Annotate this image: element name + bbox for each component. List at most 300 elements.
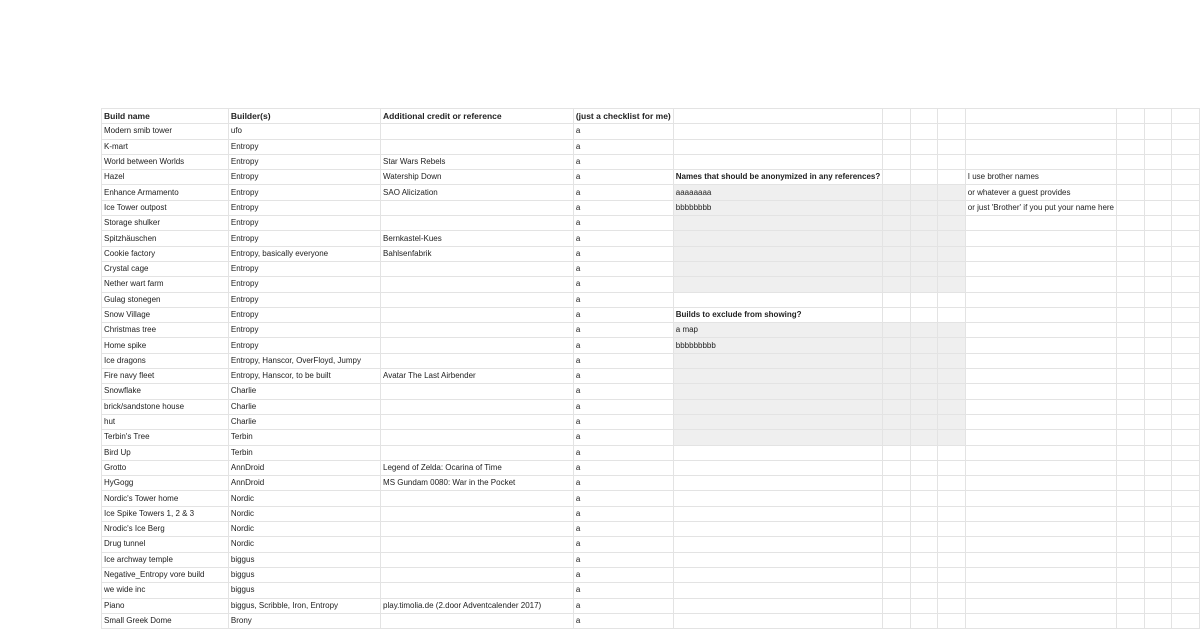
table-cell[interactable]: a xyxy=(573,414,673,429)
table-cell[interactable] xyxy=(883,323,911,338)
table-cell[interactable] xyxy=(673,460,883,475)
table-cell[interactable] xyxy=(1117,323,1145,338)
table-cell[interactable] xyxy=(1172,261,1200,276)
table-cell[interactable]: Terbin xyxy=(228,445,380,460)
table-cell[interactable]: SAO Alicization xyxy=(381,185,574,200)
table-cell[interactable] xyxy=(381,307,574,322)
table-cell[interactable]: a xyxy=(573,460,673,475)
table-cell[interactable] xyxy=(381,506,574,521)
table-cell[interactable] xyxy=(938,353,966,368)
table-cell[interactable]: Entropy xyxy=(228,292,380,307)
table-cell[interactable]: a xyxy=(573,323,673,338)
table-cell[interactable] xyxy=(1172,522,1200,537)
table-cell[interactable] xyxy=(965,445,1116,460)
table-cell[interactable] xyxy=(883,139,911,154)
table-cell[interactable] xyxy=(1144,124,1172,139)
table-cell[interactable] xyxy=(1117,277,1145,292)
table-cell[interactable] xyxy=(965,476,1116,491)
table-cell[interactable]: a xyxy=(573,506,673,521)
table-cell[interactable] xyxy=(1117,338,1145,353)
table-cell[interactable] xyxy=(1117,384,1145,399)
table-cell[interactable]: Spitzhäuschen xyxy=(102,231,229,246)
table-cell[interactable] xyxy=(381,139,574,154)
table-cell[interactable] xyxy=(883,430,911,445)
table-cell[interactable] xyxy=(673,124,883,139)
table-cell[interactable] xyxy=(910,476,938,491)
table-cell[interactable] xyxy=(381,323,574,338)
table-cell[interactable]: Ice Spike Towers 1, 2 & 3 xyxy=(102,506,229,521)
table-cell[interactable]: Home spike xyxy=(102,338,229,353)
table-cell[interactable]: Entropy xyxy=(228,277,380,292)
table-cell[interactable] xyxy=(1144,399,1172,414)
table-cell[interactable] xyxy=(883,414,911,429)
table-cell[interactable] xyxy=(910,216,938,231)
table-cell[interactable] xyxy=(1172,338,1200,353)
table-cell[interactable] xyxy=(938,216,966,231)
table-cell[interactable] xyxy=(1172,139,1200,154)
table-cell[interactable] xyxy=(938,323,966,338)
table-cell[interactable] xyxy=(965,491,1116,506)
table-cell[interactable] xyxy=(1144,261,1172,276)
table-cell[interactable] xyxy=(965,598,1116,613)
table-cell[interactable]: World between Worlds xyxy=(102,154,229,169)
table-cell[interactable]: a xyxy=(573,246,673,261)
table-cell[interactable] xyxy=(938,124,966,139)
table-cell[interactable]: a xyxy=(573,124,673,139)
table-cell[interactable]: a xyxy=(573,399,673,414)
table-cell[interactable] xyxy=(381,353,574,368)
table-cell[interactable] xyxy=(1117,154,1145,169)
table-cell[interactable] xyxy=(883,460,911,475)
column-header[interactable]: Additional credit or reference xyxy=(381,109,574,124)
anonymize-section-title[interactable]: Names that should be anonymized in any references? xyxy=(673,170,883,185)
table-cell[interactable] xyxy=(965,430,1116,445)
table-cell[interactable]: Entropy, Hanscor, to be built xyxy=(228,369,380,384)
table-cell[interactable] xyxy=(673,552,883,567)
table-cell[interactable] xyxy=(381,552,574,567)
table-cell[interactable] xyxy=(883,369,911,384)
table-cell[interactable] xyxy=(883,277,911,292)
table-cell[interactable]: Entropy xyxy=(228,200,380,215)
table-cell[interactable]: Avatar The Last Airbender xyxy=(381,369,574,384)
table-cell[interactable] xyxy=(381,216,574,231)
table-cell[interactable] xyxy=(910,277,938,292)
table-cell[interactable]: a xyxy=(573,537,673,552)
table-cell[interactable] xyxy=(1172,246,1200,261)
table-cell[interactable] xyxy=(381,399,574,414)
table-cell[interactable] xyxy=(1144,154,1172,169)
table-cell[interactable] xyxy=(1144,353,1172,368)
table-cell[interactable] xyxy=(910,200,938,215)
table-cell[interactable] xyxy=(1144,369,1172,384)
table-cell[interactable] xyxy=(910,338,938,353)
table-cell[interactable] xyxy=(910,445,938,460)
table-cell[interactable]: Negative_Entropy vore build xyxy=(102,567,229,582)
table-cell[interactable] xyxy=(883,246,911,261)
table-cell[interactable] xyxy=(1117,109,1145,124)
table-cell[interactable] xyxy=(938,109,966,124)
table-cell[interactable] xyxy=(673,598,883,613)
table-cell[interactable] xyxy=(1144,445,1172,460)
table-cell[interactable] xyxy=(381,613,574,628)
table-cell[interactable] xyxy=(1117,246,1145,261)
table-cell[interactable]: Star Wars Rebels xyxy=(381,154,574,169)
table-cell[interactable]: a xyxy=(573,154,673,169)
table-cell[interactable]: Entropy xyxy=(228,154,380,169)
table-cell[interactable] xyxy=(1117,552,1145,567)
table-cell[interactable] xyxy=(910,292,938,307)
table-cell[interactable] xyxy=(1172,109,1200,124)
table-cell[interactable] xyxy=(673,522,883,537)
table-cell[interactable] xyxy=(1172,567,1200,582)
table-cell[interactable]: Fire navy fleet xyxy=(102,369,229,384)
table-cell[interactable] xyxy=(910,552,938,567)
table-cell[interactable] xyxy=(910,185,938,200)
table-cell[interactable] xyxy=(1172,323,1200,338)
table-cell[interactable] xyxy=(381,200,574,215)
table-cell[interactable] xyxy=(1172,231,1200,246)
table-cell[interactable] xyxy=(910,154,938,169)
table-cell[interactable] xyxy=(1117,139,1145,154)
table-cell[interactable] xyxy=(1144,292,1172,307)
table-cell[interactable] xyxy=(938,292,966,307)
column-header[interactable]: Builder(s) xyxy=(228,109,380,124)
table-cell[interactable] xyxy=(673,430,883,445)
table-cell[interactable] xyxy=(673,231,883,246)
table-cell[interactable]: Drug tunnel xyxy=(102,537,229,552)
table-cell[interactable] xyxy=(910,460,938,475)
table-cell[interactable]: a map xyxy=(673,323,883,338)
table-cell[interactable] xyxy=(938,552,966,567)
table-cell[interactable] xyxy=(965,277,1116,292)
table-cell[interactable] xyxy=(938,246,966,261)
table-cell[interactable] xyxy=(883,154,911,169)
table-cell[interactable]: AnnDroid xyxy=(228,460,380,475)
table-cell[interactable] xyxy=(883,185,911,200)
table-cell[interactable] xyxy=(1172,277,1200,292)
table-cell[interactable] xyxy=(965,522,1116,537)
table-cell[interactable]: Piano xyxy=(102,598,229,613)
table-cell[interactable]: a xyxy=(573,292,673,307)
column-header[interactable]: Build name xyxy=(102,109,229,124)
table-cell[interactable]: a xyxy=(573,522,673,537)
table-cell[interactable] xyxy=(883,583,911,598)
table-cell[interactable] xyxy=(1117,261,1145,276)
table-cell[interactable] xyxy=(965,261,1116,276)
table-cell[interactable]: Charlie xyxy=(228,384,380,399)
table-cell[interactable] xyxy=(883,506,911,521)
table-cell[interactable] xyxy=(381,124,574,139)
table-cell[interactable] xyxy=(1144,246,1172,261)
table-cell[interactable] xyxy=(938,369,966,384)
table-cell[interactable]: a xyxy=(573,598,673,613)
table-cell[interactable] xyxy=(1172,491,1200,506)
table-cell[interactable]: Legend of Zelda: Ocarina of Time xyxy=(381,460,574,475)
table-cell[interactable] xyxy=(1144,200,1172,215)
table-cell[interactable]: Brony xyxy=(228,613,380,628)
table-cell[interactable] xyxy=(965,292,1116,307)
table-cell[interactable] xyxy=(1172,200,1200,215)
table-cell[interactable]: Nordic xyxy=(228,491,380,506)
table-cell[interactable] xyxy=(883,307,911,322)
table-cell[interactable] xyxy=(1144,139,1172,154)
table-cell[interactable] xyxy=(1144,567,1172,582)
table-cell[interactable] xyxy=(1117,231,1145,246)
table-cell[interactable] xyxy=(910,567,938,582)
table-cell[interactable] xyxy=(673,109,883,124)
table-cell[interactable]: Watership Down xyxy=(381,170,574,185)
table-cell[interactable] xyxy=(1144,170,1172,185)
table-cell[interactable] xyxy=(1144,522,1172,537)
table-cell[interactable]: Entropy, Hanscor, OverFloyd, Jumpy xyxy=(228,353,380,368)
table-cell[interactable] xyxy=(1172,476,1200,491)
table-cell[interactable]: Nrodic's Ice Berg xyxy=(102,522,229,537)
table-cell[interactable]: Terbin xyxy=(228,430,380,445)
table-cell[interactable]: Enhance Armamento xyxy=(102,185,229,200)
table-cell[interactable] xyxy=(381,338,574,353)
table-cell[interactable]: a xyxy=(573,476,673,491)
table-cell[interactable]: a xyxy=(573,613,673,628)
table-cell[interactable] xyxy=(1144,307,1172,322)
table-cell[interactable] xyxy=(883,338,911,353)
table-cell[interactable]: a xyxy=(573,277,673,292)
table-cell[interactable] xyxy=(1144,583,1172,598)
table-cell[interactable]: Bird Up xyxy=(102,445,229,460)
table-cell[interactable] xyxy=(910,246,938,261)
table-cell[interactable] xyxy=(1172,430,1200,445)
table-cell[interactable]: Hazel xyxy=(102,170,229,185)
table-cell[interactable]: brick/sandstone house xyxy=(102,399,229,414)
table-cell[interactable] xyxy=(1144,323,1172,338)
table-cell[interactable] xyxy=(381,414,574,429)
anonymize-note[interactable]: I use brother names xyxy=(965,170,1116,185)
table-cell[interactable]: a xyxy=(573,353,673,368)
table-cell[interactable] xyxy=(938,399,966,414)
table-cell[interactable] xyxy=(965,583,1116,598)
table-cell[interactable] xyxy=(965,369,1116,384)
table-cell[interactable]: Nordic's Tower home xyxy=(102,491,229,506)
table-cell[interactable]: biggus, Scribble, Iron, Entropy xyxy=(228,598,380,613)
table-cell[interactable]: Charlie xyxy=(228,399,380,414)
table-cell[interactable] xyxy=(910,124,938,139)
table-cell[interactable]: play.timolia.de (2.door Adventcalender 2017) xyxy=(381,598,574,613)
table-cell[interactable] xyxy=(883,445,911,460)
table-cell[interactable] xyxy=(1144,216,1172,231)
table-cell[interactable]: MS Gundam 0080: War in the Pocket xyxy=(381,476,574,491)
table-cell[interactable] xyxy=(1117,216,1145,231)
table-cell[interactable] xyxy=(381,384,574,399)
table-cell[interactable]: Nordic xyxy=(228,522,380,537)
table-cell[interactable] xyxy=(1117,369,1145,384)
table-cell[interactable] xyxy=(938,506,966,521)
table-cell[interactable] xyxy=(938,200,966,215)
table-cell[interactable] xyxy=(673,292,883,307)
table-cell[interactable] xyxy=(1117,124,1145,139)
table-cell[interactable] xyxy=(965,307,1116,322)
table-cell[interactable]: Charlie xyxy=(228,414,380,429)
table-cell[interactable] xyxy=(1172,124,1200,139)
table-cell[interactable] xyxy=(381,522,574,537)
table-cell[interactable] xyxy=(381,292,574,307)
table-cell[interactable] xyxy=(965,537,1116,552)
table-cell[interactable] xyxy=(910,598,938,613)
table-cell[interactable] xyxy=(1172,460,1200,475)
table-cell[interactable]: biggus xyxy=(228,567,380,582)
exclude-section-title[interactable]: Builds to exclude from showing? xyxy=(673,307,883,322)
table-cell[interactable] xyxy=(938,338,966,353)
table-cell[interactable] xyxy=(965,567,1116,582)
table-cell[interactable] xyxy=(965,384,1116,399)
table-cell[interactable] xyxy=(1172,613,1200,628)
table-cell[interactable] xyxy=(938,613,966,628)
table-cell[interactable] xyxy=(1172,292,1200,307)
table-cell[interactable] xyxy=(1117,399,1145,414)
table-cell[interactable] xyxy=(965,139,1116,154)
table-cell[interactable] xyxy=(965,109,1116,124)
table-cell[interactable] xyxy=(673,246,883,261)
table-cell[interactable] xyxy=(938,261,966,276)
table-cell[interactable]: Snowflake xyxy=(102,384,229,399)
table-cell[interactable]: biggus xyxy=(228,552,380,567)
table-cell[interactable] xyxy=(381,491,574,506)
table-cell[interactable] xyxy=(673,261,883,276)
table-cell[interactable] xyxy=(883,261,911,276)
table-cell[interactable]: Christmas tree xyxy=(102,323,229,338)
table-cell[interactable] xyxy=(910,261,938,276)
table-cell[interactable]: a xyxy=(573,338,673,353)
table-cell[interactable] xyxy=(938,414,966,429)
table-cell[interactable] xyxy=(910,613,938,628)
table-cell[interactable] xyxy=(883,491,911,506)
table-cell[interactable] xyxy=(673,139,883,154)
table-cell[interactable] xyxy=(1172,154,1200,169)
table-cell[interactable]: Storage shulker xyxy=(102,216,229,231)
table-cell[interactable]: a xyxy=(573,430,673,445)
table-cell[interactable] xyxy=(910,369,938,384)
table-cell[interactable] xyxy=(883,552,911,567)
table-cell[interactable] xyxy=(1144,277,1172,292)
table-cell[interactable] xyxy=(883,537,911,552)
table-cell[interactable] xyxy=(965,552,1116,567)
table-cell[interactable] xyxy=(1172,399,1200,414)
table-cell[interactable]: Small Greek Dome xyxy=(102,613,229,628)
table-cell[interactable] xyxy=(673,384,883,399)
table-cell[interactable] xyxy=(910,537,938,552)
table-cell[interactable] xyxy=(1172,583,1200,598)
table-cell[interactable] xyxy=(938,476,966,491)
table-cell[interactable] xyxy=(1172,170,1200,185)
table-cell[interactable] xyxy=(1144,185,1172,200)
table-cell[interactable] xyxy=(1172,384,1200,399)
table-cell[interactable]: Entropy xyxy=(228,139,380,154)
table-cell[interactable]: a xyxy=(573,369,673,384)
table-cell[interactable] xyxy=(1144,414,1172,429)
table-cell[interactable]: a xyxy=(573,185,673,200)
table-cell[interactable]: aaaaaaaa xyxy=(673,185,883,200)
table-cell[interactable] xyxy=(381,537,574,552)
table-cell[interactable] xyxy=(910,353,938,368)
table-cell[interactable] xyxy=(883,200,911,215)
table-cell[interactable] xyxy=(673,154,883,169)
table-cell[interactable] xyxy=(1117,537,1145,552)
table-cell[interactable]: Nether wart farm xyxy=(102,277,229,292)
table-cell[interactable] xyxy=(1172,537,1200,552)
table-cell[interactable]: a xyxy=(573,231,673,246)
table-cell[interactable] xyxy=(965,414,1116,429)
table-cell[interactable] xyxy=(1117,430,1145,445)
table-cell[interactable]: Entropy, basically everyone xyxy=(228,246,380,261)
table-cell[interactable] xyxy=(1172,598,1200,613)
table-cell[interactable] xyxy=(910,231,938,246)
table-cell[interactable]: Bahlsenfabrik xyxy=(381,246,574,261)
table-cell[interactable] xyxy=(883,216,911,231)
table-cell[interactable]: we wide inc xyxy=(102,583,229,598)
table-cell[interactable] xyxy=(965,613,1116,628)
table-cell[interactable] xyxy=(883,170,911,185)
table-cell[interactable]: Entropy xyxy=(228,185,380,200)
table-cell[interactable] xyxy=(965,216,1116,231)
table-cell[interactable] xyxy=(1117,445,1145,460)
table-cell[interactable] xyxy=(883,384,911,399)
table-cell[interactable]: Nordic xyxy=(228,537,380,552)
table-cell[interactable]: Grotto xyxy=(102,460,229,475)
table-cell[interactable]: Gulag stonegen xyxy=(102,292,229,307)
table-cell[interactable]: Nordic xyxy=(228,506,380,521)
table-cell[interactable] xyxy=(673,414,883,429)
table-cell[interactable] xyxy=(1117,583,1145,598)
table-cell[interactable]: a xyxy=(573,567,673,582)
table-cell[interactable]: Cookie factory xyxy=(102,246,229,261)
table-cell[interactable] xyxy=(938,445,966,460)
table-cell[interactable] xyxy=(1144,537,1172,552)
table-cell[interactable] xyxy=(938,231,966,246)
table-cell[interactable] xyxy=(1117,414,1145,429)
table-cell[interactable]: a xyxy=(573,261,673,276)
table-cell[interactable] xyxy=(938,598,966,613)
table-cell[interactable]: Crystal cage xyxy=(102,261,229,276)
table-cell[interactable] xyxy=(381,430,574,445)
table-cell[interactable] xyxy=(1172,353,1200,368)
table-cell[interactable] xyxy=(938,154,966,169)
table-cell[interactable] xyxy=(1172,414,1200,429)
table-cell[interactable]: Ice archway temple xyxy=(102,552,229,567)
table-cell[interactable] xyxy=(1144,476,1172,491)
table-cell[interactable] xyxy=(883,522,911,537)
table-cell[interactable] xyxy=(1144,506,1172,521)
table-cell[interactable] xyxy=(1117,353,1145,368)
table-cell[interactable] xyxy=(965,399,1116,414)
table-cell[interactable]: Ice Tower outpost xyxy=(102,200,229,215)
table-cell[interactable] xyxy=(965,154,1116,169)
table-cell[interactable] xyxy=(938,537,966,552)
table-cell[interactable] xyxy=(883,292,911,307)
table-cell[interactable]: hut xyxy=(102,414,229,429)
table-cell[interactable] xyxy=(673,567,883,582)
table-cell[interactable] xyxy=(938,460,966,475)
table-cell[interactable] xyxy=(883,124,911,139)
table-cell[interactable] xyxy=(1144,109,1172,124)
table-cell[interactable] xyxy=(910,307,938,322)
table-cell[interactable] xyxy=(1172,506,1200,521)
table-cell[interactable] xyxy=(910,323,938,338)
table-cell[interactable]: Entropy xyxy=(228,307,380,322)
table-cell[interactable] xyxy=(965,338,1116,353)
table-cell[interactable] xyxy=(910,430,938,445)
table-cell[interactable]: Entropy xyxy=(228,261,380,276)
table-cell[interactable] xyxy=(673,583,883,598)
table-cell[interactable]: Entropy xyxy=(228,323,380,338)
table-cell[interactable] xyxy=(673,537,883,552)
